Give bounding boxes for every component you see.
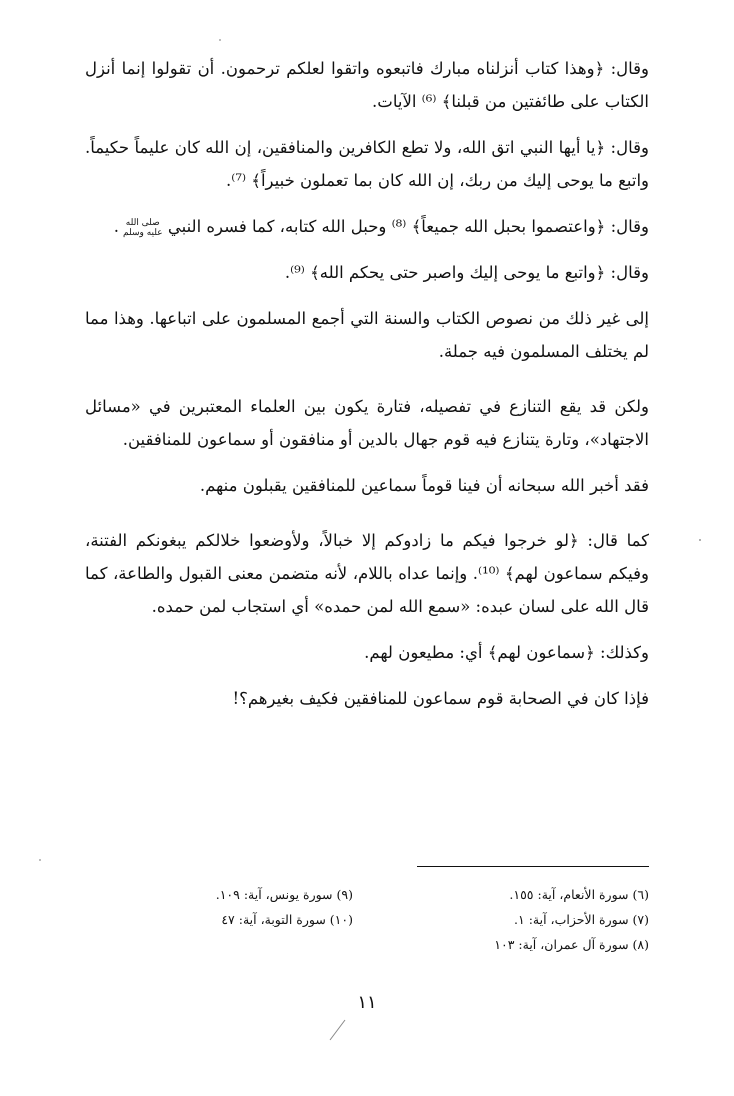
footnotes-right-column [381,882,649,957]
honorific-line-2: عليه وسلم [122,227,163,238]
paragraph-6: ولكن قد يقع التنازع في تفصيله، فتارة يكون بين العلماء المعتبرين في «مسائل الاجتهاد»، وتارة يتنازع فيه قوم جهال بالدين أو منافقون أو سماعون للمنافقين. [85,397,649,449]
footnote-9: (٩) سورة يونس، آية: ١٠٩. [215,887,353,902]
paragraph-7: فقد أخبر الله سبحانه أن فينا قوماً سماعين للمنافقين يقبلون منهم. [199,476,649,495]
honorific-ligature [123,218,163,238]
paragraph-1: وقال: ﴿وهذا كتاب أنزلناه مبارك فاتبعوه واتقوا لعلكم ترحمون. أن تقولوا إنما أنزل الكتاب على طائفتين من قبلنا﴾ ⁽⁶⁾ الآيات. [85,59,649,111]
footnote-10: (١٠) سورة التوبة، آية: ٤٧ [221,912,353,927]
paragraph-10: فإذا كان في الصحابة قوم سماعون للمنافقين فكيف بغيرهم؟! [232,689,649,708]
page-number: ١١ [357,992,377,1013]
paragraph-3: وقال: ﴿واعتصموا بحبل الله جميعاً﴾ ⁽⁸⁾ وحبل الله كتابه، كما فسره النبي صلى الله عليه وسلم. [113,217,649,238]
paragraph-3-text: وقال: ﴿واعتصموا بحبل الله جميعاً﴾ ⁽⁸⁾ وحبل الله كتابه، كما فسره النبي [167,217,649,236]
paragraph-8: كما قال: ﴿لو خرجوا فيكم ما زادوكم إلا خبالاً، ولأوضعوا خلالكم يبغونكم الفتنة، وفيكم سماعون لهم﴾ ⁽¹⁰⁾. وإنما عداه باللام، لأنه متضمن معنى القبول والطاعة، كما قال الله على لسان عبده: «سمع الله لمن حمده» أي استجاب لمن حمده. [85,531,650,616]
footnote-6: (٦) سورة الأنعام، آية: ١٥٥. [509,887,649,902]
footnotes [85,882,649,957]
footnote-7: (٧) سورة الأحزاب، آية: ١. [514,912,649,927]
footnote-8: (٨) سورة آل عمران، آية: ١٠٣ [494,937,649,952]
footnote-divider [417,866,649,867]
honorific-line-1: صلى الله [125,217,160,228]
paragraph-2: وقال: ﴿يا أيها النبي اتق الله، ولا تطع الكافرين والمنافقين، إن الله كان عليماً حكيماً. واتبع ما يوحى إليك من ربك، إن الله كان بما تعملون خبيراً﴾ ⁽⁷⁾. [85,138,649,190]
paragraph-9: وكذلك: ﴿سماعون لهم﴾ أي: مطيعون لهم. [364,643,649,662]
paragraph-5: إلى غير ذلك من نصوص الكتاب والسنة التي أجمع المسلمون على اتباعها. وهذا مما لم يختلف المسلمون فيه جملة. [85,309,649,361]
footnotes-left-column [85,882,353,957]
paragraph-4: وقال: ﴿واتبع ما يوحى إليك واصبر حتى يحكم الله﴾ ⁽⁹⁾. [284,263,649,282]
main-text [85,52,649,715]
